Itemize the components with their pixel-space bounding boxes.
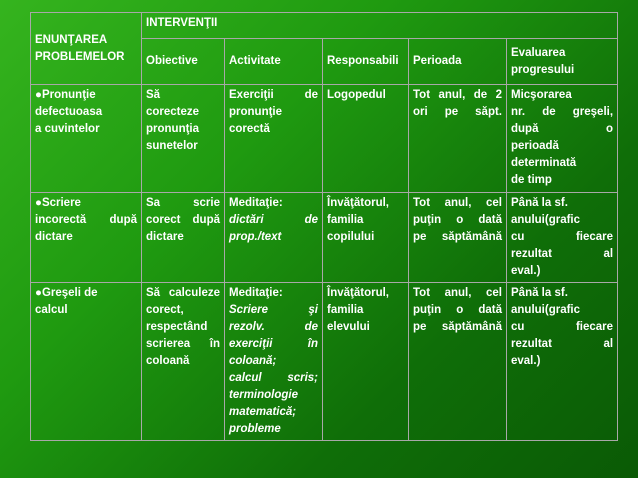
cell-line: incorectă după xyxy=(35,214,137,226)
cell-line: familia xyxy=(327,304,364,316)
cell-line: coloană xyxy=(146,355,190,367)
cell-line: pronunţie xyxy=(229,106,283,118)
cell-line: rezolv. de xyxy=(229,321,318,333)
period-header: Perioada xyxy=(409,39,507,85)
cell-line: puţin o dată xyxy=(413,304,502,316)
cell-line: Logopedul xyxy=(327,89,386,101)
evaluation-header: Evaluarea progresului xyxy=(507,39,618,85)
cell-line: de timp xyxy=(511,174,552,186)
cell-line: respectând xyxy=(146,321,208,333)
activity-header: Activitate xyxy=(225,39,323,85)
cell-line: Învăţătorul, xyxy=(327,197,389,209)
cell-line: ●Greşeli de xyxy=(35,287,98,299)
cell-line: Până la sf. xyxy=(511,197,568,209)
objective-cell xyxy=(142,85,225,193)
responsible-cell xyxy=(323,283,409,441)
interventions-header: INTERVENŢII xyxy=(142,13,618,39)
cell-line: pe săptămână xyxy=(413,231,502,243)
cell-line: ori pe săpt. xyxy=(413,106,502,118)
cell-line: defectuoasa xyxy=(35,106,103,118)
cell-line: corecteze xyxy=(146,106,200,118)
cell-line: perioadă xyxy=(511,140,559,152)
responsible-header: Responsabili xyxy=(323,39,409,85)
header-row-1 xyxy=(31,13,618,39)
cell-line: matematică; xyxy=(229,406,297,418)
cell-line: cu fiecare xyxy=(511,321,614,333)
cell-line: Tot anul, cel xyxy=(413,287,502,299)
cell-line: sunetelor xyxy=(146,140,198,152)
cell-line: puţin o dată xyxy=(413,214,502,226)
responsible-cell xyxy=(323,193,409,283)
cell-line: familia xyxy=(327,214,364,226)
cell-line: coloană; xyxy=(229,355,277,367)
problem-cell xyxy=(31,85,142,193)
cell-line: elevului xyxy=(327,321,370,333)
cell-line: prop./text xyxy=(229,231,282,243)
period-cell xyxy=(409,193,507,283)
cell-line: terminologie xyxy=(229,389,299,401)
cell-line: exerciţii în xyxy=(229,338,318,350)
cell-line: Meditaţie: xyxy=(229,287,283,299)
cell-line: rezultat al xyxy=(511,248,614,260)
responsible-cell xyxy=(323,85,409,193)
cell-line: dictare xyxy=(146,231,184,243)
cell-line: nr. de greşeli, xyxy=(511,106,614,118)
cell-line: Micşorarea xyxy=(511,89,572,101)
cell-line: Tot anul, de 2 xyxy=(413,89,502,101)
activity-cell xyxy=(225,283,323,441)
cell-line: Învăţătorul, xyxy=(327,287,389,299)
objective-cell xyxy=(142,193,225,283)
cell-line: ●Pronunţie xyxy=(35,89,96,101)
intervention-plan-table xyxy=(30,12,618,441)
cell-line: după o xyxy=(511,123,614,135)
cell-line: rezultat al xyxy=(511,338,614,350)
table-row xyxy=(31,85,618,193)
evaluation-cell xyxy=(507,85,618,193)
cell-line: Exerciţii de xyxy=(229,89,318,101)
cell-line: eval.) xyxy=(511,265,541,277)
cell-line: Să calculeze xyxy=(146,287,220,299)
cell-line: calcul scris; xyxy=(229,372,318,384)
evaluation-cell xyxy=(507,283,618,441)
cell-line: eval.) xyxy=(511,355,541,367)
cell-line: dictare xyxy=(35,231,73,243)
cell-line: anului(grafic xyxy=(511,304,581,316)
cell-line: corectă xyxy=(229,123,270,135)
activity-cell xyxy=(225,85,323,193)
evaluation-cell xyxy=(507,193,618,283)
cell-line: Sa scrie xyxy=(146,197,220,209)
objective-cell xyxy=(142,283,225,441)
cell-line: Tot anul, cel xyxy=(413,197,502,209)
table-row xyxy=(31,193,618,283)
cell-line: copilului xyxy=(327,231,375,243)
cell-line: Scriere şi xyxy=(229,304,318,316)
cell-line: corect după xyxy=(146,214,220,226)
cell-line: Să xyxy=(146,89,161,101)
objectives-header: Obiective xyxy=(142,39,225,85)
activity-cell xyxy=(225,193,323,283)
cell-line: scrierea în xyxy=(146,338,220,350)
cell-line: Până la sf. xyxy=(511,287,568,299)
cell-line: a cuvintelor xyxy=(35,123,100,135)
cell-line: calcul xyxy=(35,304,68,316)
cell-line: pe săptămână xyxy=(413,321,502,333)
cell-line: corect, xyxy=(146,304,184,316)
cell-line: determinată xyxy=(511,157,577,169)
problems-header: ENUNŢAREA PROBLEMELOR xyxy=(31,13,142,85)
cell-line: dictări de xyxy=(229,214,318,226)
cell-line: cu fiecare xyxy=(511,231,614,243)
cell-line: Meditaţie: xyxy=(229,197,283,209)
table-row xyxy=(31,283,618,441)
cell-line: ●Scriere xyxy=(35,197,81,209)
cell-line: probleme xyxy=(229,423,281,435)
cell-line: pronunţia xyxy=(146,123,200,135)
period-cell xyxy=(409,85,507,193)
problem-cell xyxy=(31,193,142,283)
period-cell xyxy=(409,283,507,441)
cell-line: anului(grafic xyxy=(511,214,581,226)
problem-cell xyxy=(31,283,142,441)
